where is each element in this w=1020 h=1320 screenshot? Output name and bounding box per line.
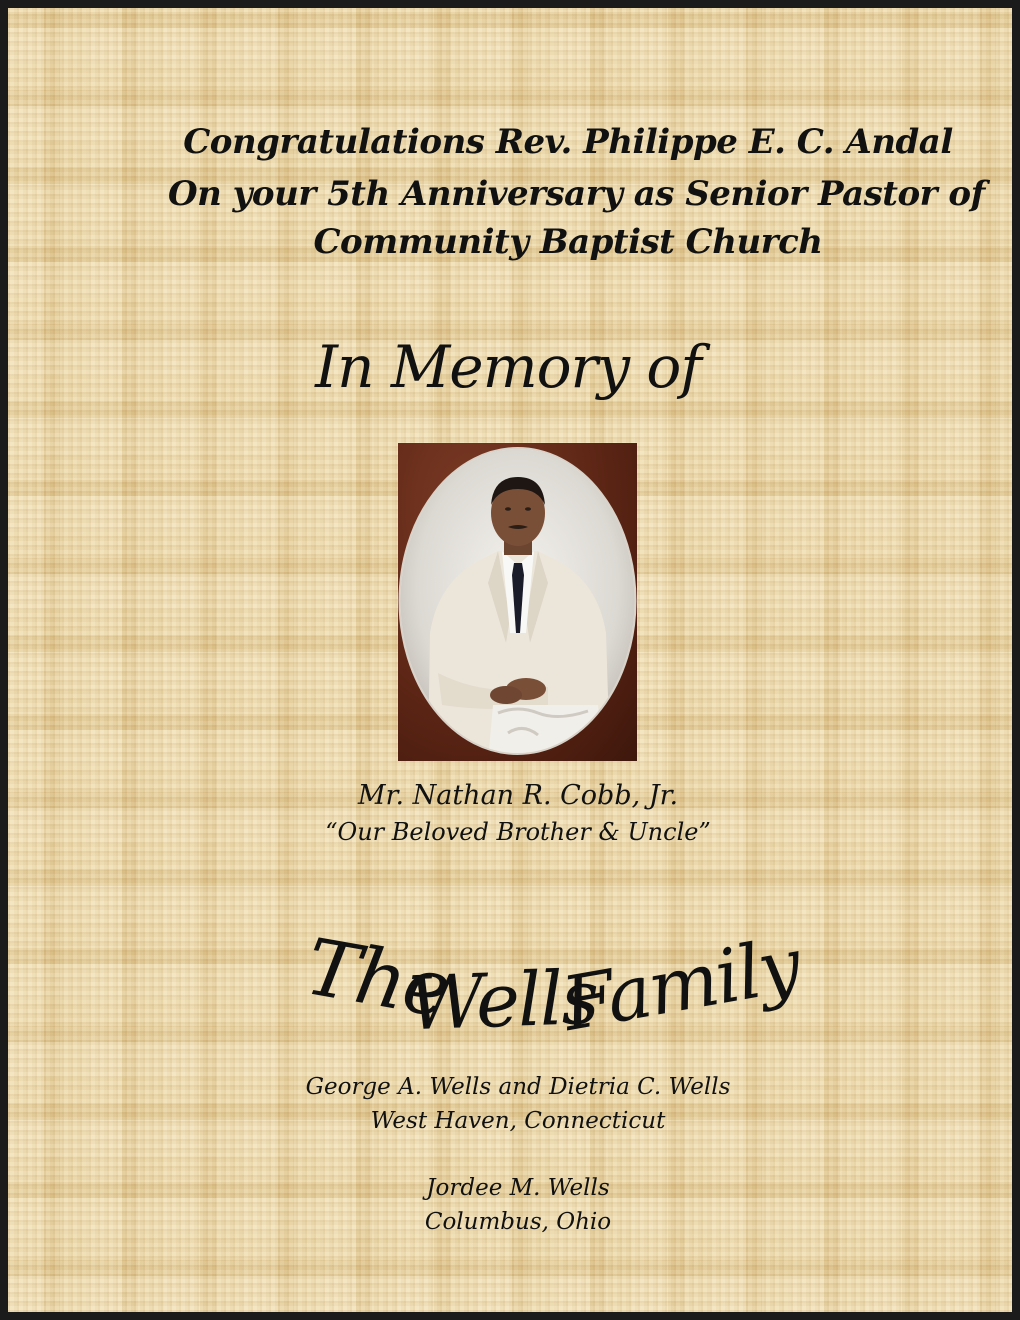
family-member-names: George A. Wells and Dietria C. Wells bbox=[305, 1074, 731, 1100]
in-memory-heading: In Memory of bbox=[315, 333, 701, 401]
portrait-illustration bbox=[398, 443, 637, 761]
family-member-location: West Haven, Connecticut bbox=[370, 1108, 666, 1134]
family-name-heading bbox=[248, 918, 806, 1058]
congratulations-line-1: Congratulations Rev. Philippe E. C. Andal bbox=[183, 122, 953, 162]
memorial-portrait-photo bbox=[398, 443, 637, 761]
family-member-names: Jordee M. Wells bbox=[426, 1175, 610, 1201]
family-member-location: Columbus, Ohio bbox=[424, 1209, 612, 1235]
deceased-name: Mr. Nathan R. Cobb, Jr. bbox=[357, 780, 679, 811]
family-title-word-1: The bbox=[299, 922, 456, 1036]
relation-caption: “Our Beloved Brother & Uncle” bbox=[325, 818, 711, 846]
family-title-word-2: Wells bbox=[406, 954, 599, 1048]
congratulations-line-2: On your 5th Anniversary as Senior Pastor of bbox=[168, 174, 985, 214]
congratulations-line-3: Community Baptist Church bbox=[313, 222, 823, 262]
family-title-word-3: Family bbox=[556, 922, 806, 1048]
